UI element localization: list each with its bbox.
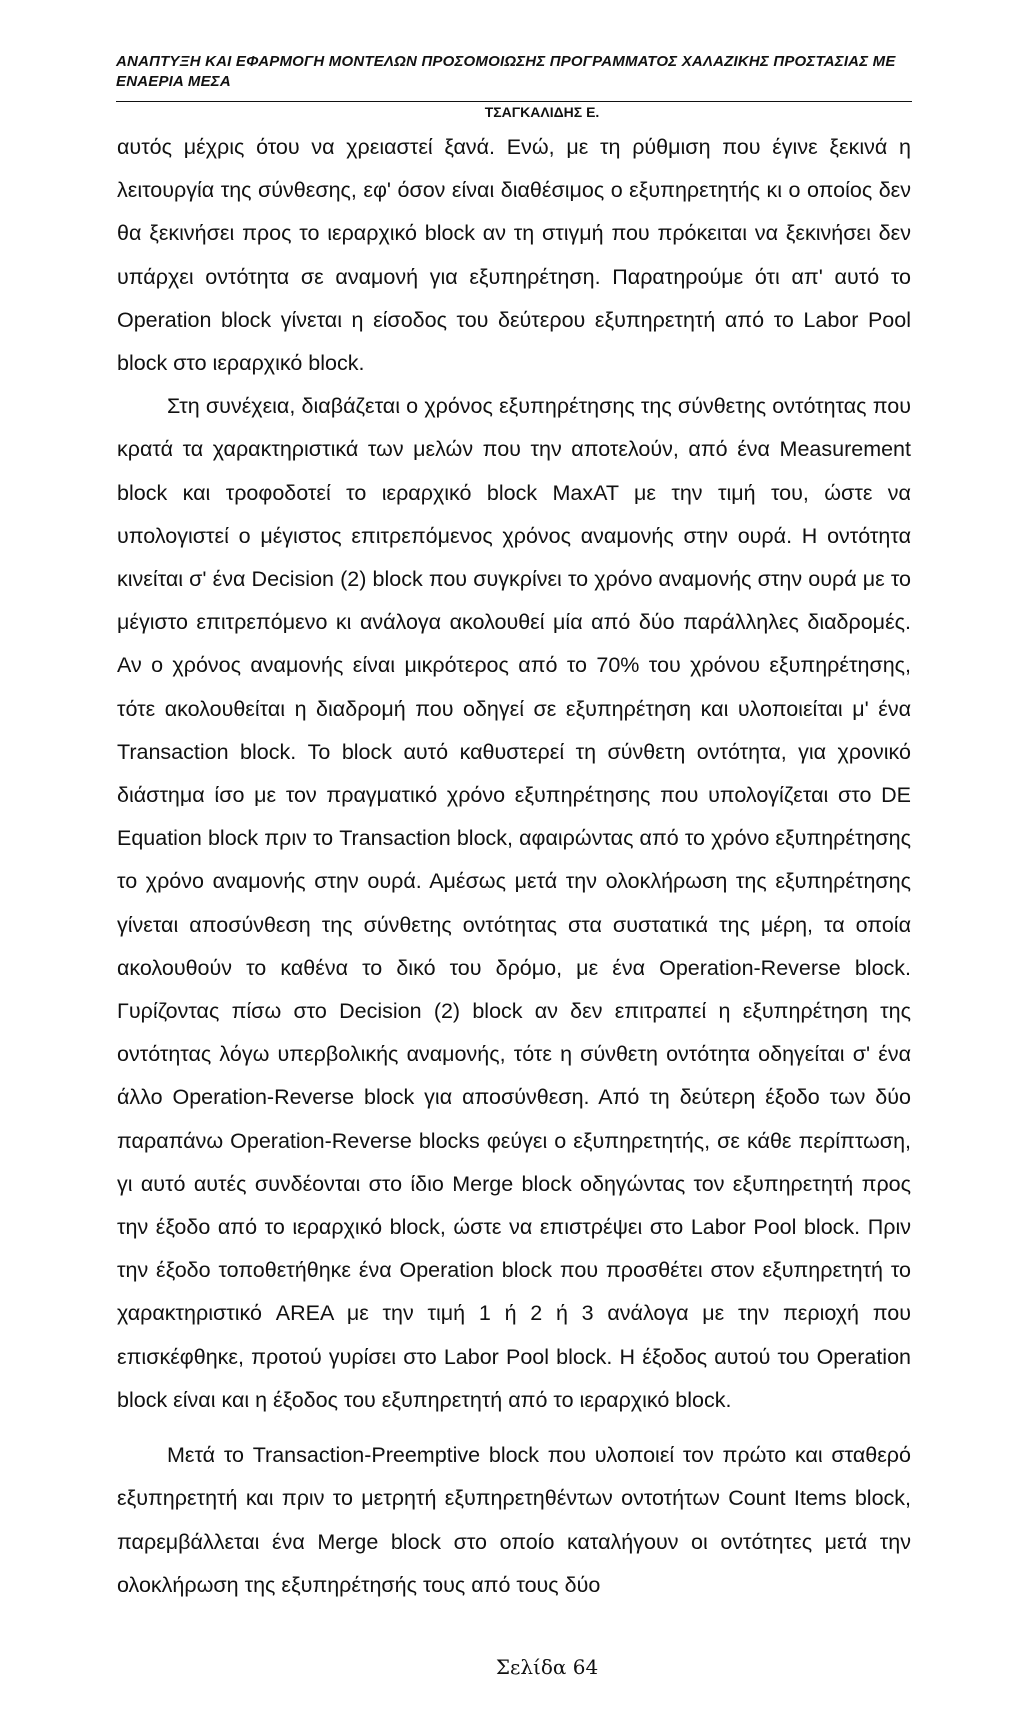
author-name: ΤΣΑΓΚΑΛΙΔΗΣ Ε.	[484, 104, 600, 120]
page-number: Σελίδα 64	[495, 1655, 599, 1679]
paragraph: Μετά το Transaction-Preemptive block που υλοποιεί τον πρώτο και σταθερό εξυπηρετητή και πριν το μετρητή εξυπηρετηθέντων οντοτήτων Count Items block, παρεμβάλλεται ένα Merge block στο οποίο καταλήγουν οι οντότητες μετά την ολοκλήρωση της εξυπηρέτησής τους από τους δύο	[117, 1443, 911, 1597]
document-title: ΑΝΑΠΤΥΞΗ ΚΑΙ ΕΦΑΡΜΟΓΗ ΜΟΝΤΕΛΩΝ ΠΡΟΣΟΜΟΙΩΣΗΣ ΠΡΟΓΡΑΜΜΑΤΟΣ ΧΑΛΑΖΙΚΗΣ ΠΡΟΣΤΑΣΙΑΣ ΜΕ ΕΝΑΕΡΙΑ ΜΕΣΑ	[116, 53, 896, 90]
page-header	[116, 52, 912, 92]
paragraph: αυτός μέχρις ότου να χρειαστεί ξανά. Ενώ, με τη ρύθμιση που έγινε ξεκινά η λειτουργία της σύνθεσης, εφ' όσον είναι διαθέσιμος ο εξυπηρετητής κι ο οποίος δεν θα ξεκινήσει προς το ιεραρχικό block αν τη στιγμή που πρόκειται να ξεκινήσει δεν υπάρχει οντότητα σε αναμονή για εξυπηρέτηση. Παρατηρούμε ότι απ' αυτό το Operation block γίνεται η είσοδος του δεύτερου εξυπηρετητή από το Labor Pool block στο ιεραρχικό block.	[117, 135, 911, 376]
header-divider	[116, 101, 912, 102]
paragraph: Στη συνέχεια, διαβάζεται ο χρόνος εξυπηρέτησης της σύνθετης οντότητας που κρατά τα χαρακτηριστικά των μελών που την αποτελούν, από ένα Measurement block και τροφοδοτεί το ιεραρχικό block MaxAT με την τιμή του, ώστε να υπολογιστεί ο μέγιστος επιτρεπόμενος χρόνος αναμονής στην ουρά. Η οντότητα κινείται σ' ένα Decision (2) block που συγκρίνει το χρόνο αναμονής στην ουρά με το μέγιστο επιτρεπόμενο κι ανάλογα ακολουθεί μία από δύο παράλληλες διαδρομές. Αν ο χρόνος αναμονής είναι μικρότερος από το 70% του χρόνου εξυπηρέτησης, τότε ακολουθείται η διαδρομή που οδηγεί σε εξυπηρέτηση και υλοποιείται μ' ένα Transaction block. Το block αυτό καθυστερεί τη σύνθετη οντότητα, για χρονικό διάστημα ίσο με τον πραγματικό χρόνο εξυπηρέτησης που υπολογίζεται στο DE Equation block πριν το Transaction block, αφαιρώντας από το χρόνο εξυπηρέτησης το χρόνο αναμονής στην ουρά. Αμέσως μετά την ολοκλήρωση της εξυπηρέτησης γίνεται αποσύνθεση της σύνθετης οντότητας στα συστατικά της μέρη, τα οποία ακολουθούν το καθένα το δικό του δρόμο, με ένα Operation-Reverse block. Γυρίζοντας πίσω στο Decision (2) block αν δεν επιτραπεί η εξυπηρέτηση της οντότητας λόγω υπερβολικής αναμονής, τότε η σύνθετη οντότητα οδηγείται σ' ένα άλλο Operation-Reverse block για αποσύνθεση. Από τη δεύτερη έξοδο των δύο παραπάνω Operation-Reverse blocks φεύγει ο εξυπηρετητής, σε κάθε περίπτωση, γι αυτό αυτές συνδέονται στο ίδιο Merge block οδηγώντας τον εξυπηρετητή προς την έξοδο από το ιεραρχικό block, ώστε να επιστρέψει στο Labor Pool block. Πριν την έξοδο τοποθετήθηκε ένα Operation block που προσθέτει στον εξυπηρετητή το χαρακτηριστικό AREA με την τιμή 1 ή 2 ή 3 ανάλογα με την περιοχή που επισκέφθηκε, προτού γυρίσει στο Labor Pool block. Η έξοδος αυτού του Operation block είναι και η έξοδος του εξυπηρετητή από το ιεραρχικό block.	[117, 394, 911, 1412]
body-text	[117, 126, 911, 1607]
